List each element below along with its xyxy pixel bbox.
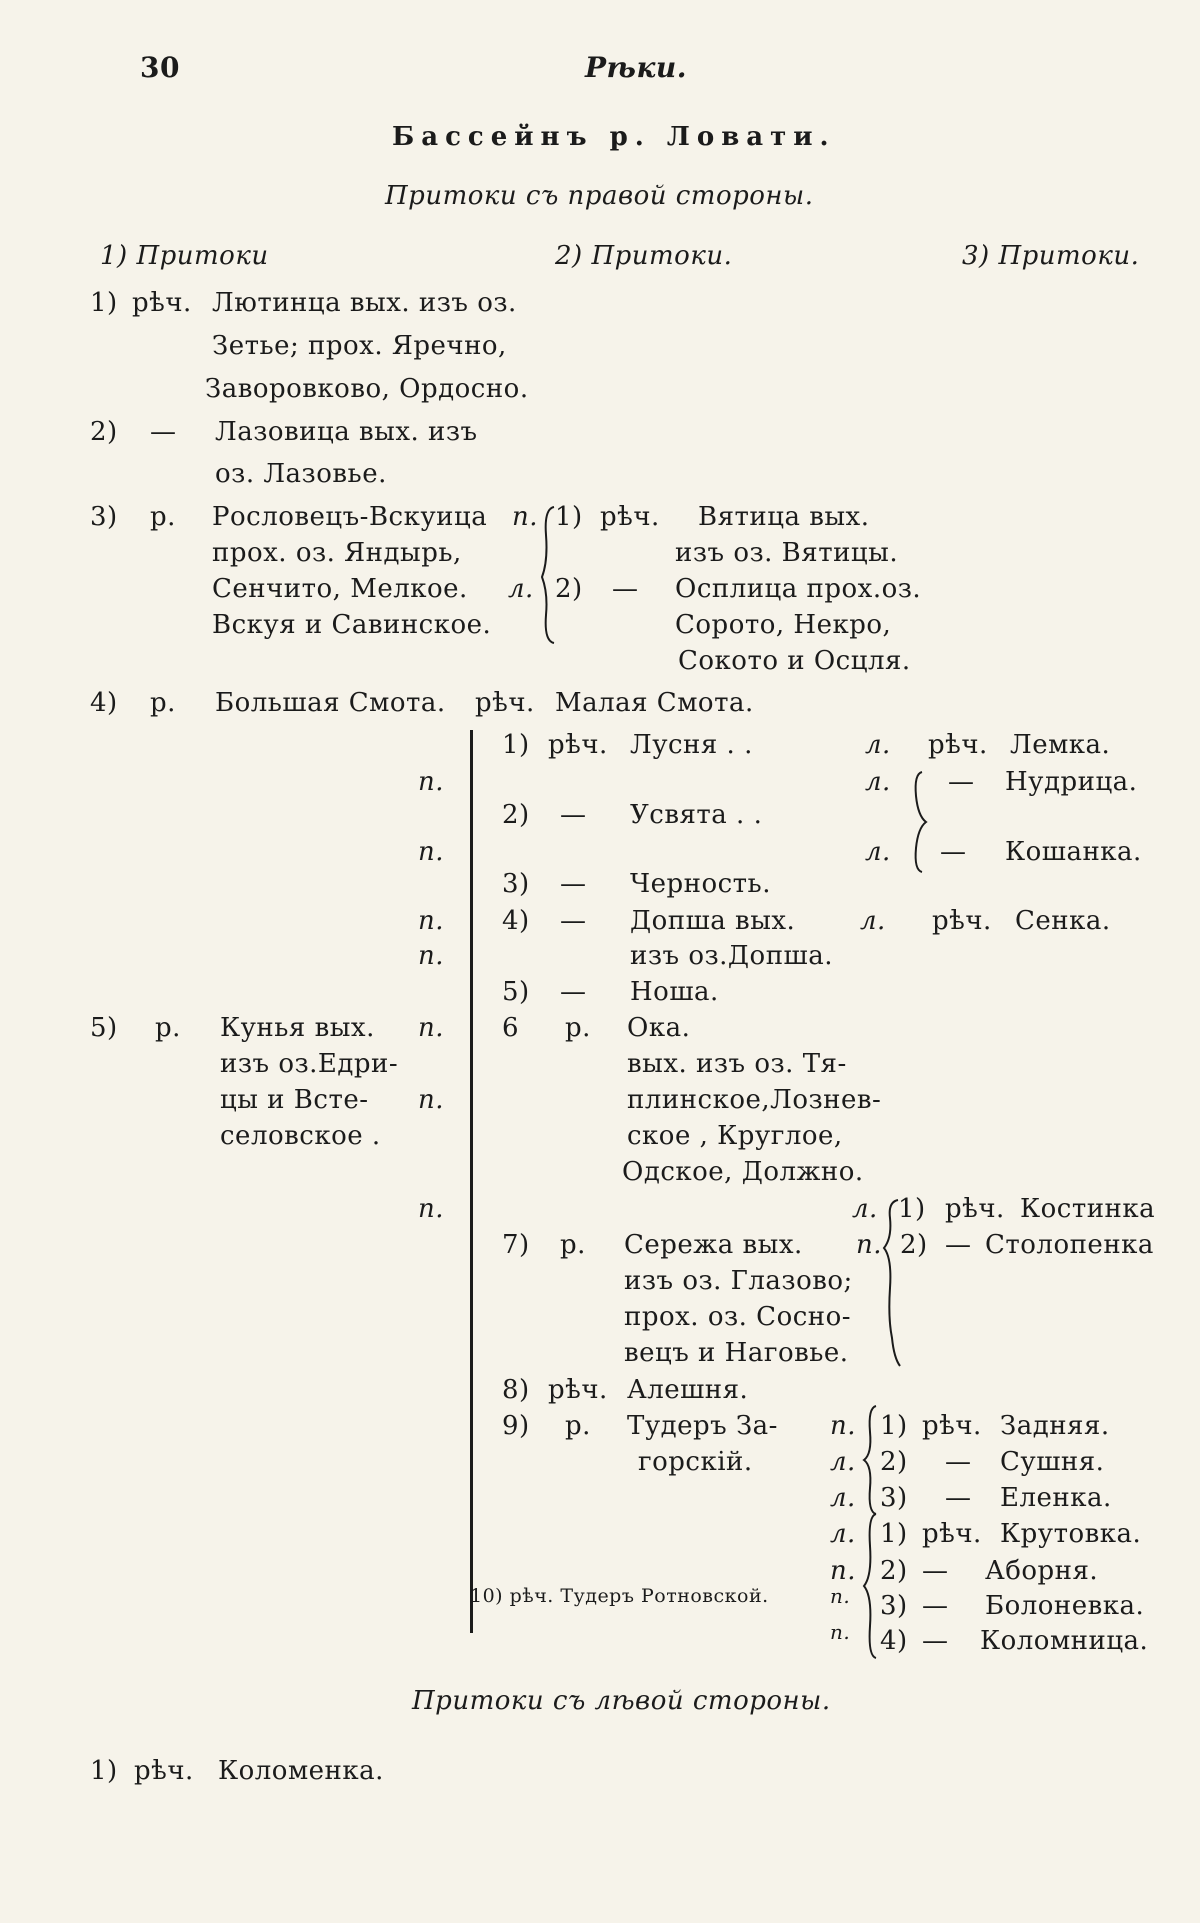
sub-kind: рѣч.: [475, 688, 535, 718]
side-marker: п.: [830, 1556, 857, 1586]
sub-number: 1): [555, 502, 583, 532]
left-side-title: Притоки съ лѣвой стороны.: [412, 1686, 831, 1716]
sub-line: Алешня.: [627, 1375, 749, 1405]
page-number: 30: [140, 51, 180, 84]
sub-line: Сережа вых.: [624, 1230, 803, 1260]
sub-line: Вятица вых.: [698, 502, 870, 532]
sub-line: Сокото и Осцля.: [678, 646, 911, 676]
sub-kind: рѣч.: [600, 502, 660, 532]
sub-number: 7): [502, 1230, 530, 1260]
side-marker: п.: [418, 1013, 445, 1043]
tributary-name: Крутовка.: [1000, 1519, 1142, 1549]
tributary-name: Болоневка.: [985, 1591, 1145, 1621]
entry-line: Заворовково, Ордосно.: [205, 374, 529, 404]
sub-line: Лусня . .: [630, 730, 753, 760]
entry-line: прох. оз. Яндырь,: [212, 538, 462, 568]
entry-kind: —: [150, 417, 177, 447]
entry-kind: р.: [150, 502, 176, 532]
entry-number: 5): [90, 1013, 118, 1043]
side-marker: л.: [830, 1519, 856, 1549]
tributary-dash: —: [948, 767, 975, 797]
entry-number: 2): [90, 417, 118, 447]
sub-kind: —: [612, 574, 639, 604]
sub-kind: р.: [560, 1230, 586, 1260]
tributary-name: Задняя.: [1000, 1411, 1110, 1441]
sub-line: Усвята . .: [630, 800, 763, 830]
sub-number: 6: [502, 1013, 520, 1043]
section-title: Бассейнъ р. Ловати.: [392, 122, 836, 152]
brace: [862, 1512, 882, 1660]
sub-line: изъ оз. Вятицы.: [675, 538, 899, 568]
sub-kind: —: [560, 906, 587, 936]
tributary-name: Кошанка.: [1005, 837, 1142, 867]
entry-line: изъ оз.Едри-: [220, 1049, 399, 1079]
tributary-number: 1): [880, 1519, 908, 1549]
sub-line: Малая Смота.: [555, 688, 754, 718]
side-marker: п.: [512, 502, 539, 532]
sub-kind: р.: [565, 1411, 591, 1441]
side-marker: п.: [856, 1230, 883, 1260]
side-marker: п.: [830, 1584, 851, 1608]
sub-line: плинское,Лознев-: [627, 1085, 882, 1115]
entry-line: Лазовица вых. изъ: [215, 417, 478, 447]
tributary-dash: —: [922, 1591, 949, 1621]
sub-line: вых. изъ оз. Тя-: [627, 1049, 847, 1079]
sub-number: 9): [502, 1411, 530, 1441]
entry-kind: рѣч.: [132, 288, 192, 318]
tributary-kind: рѣч.: [922, 1519, 982, 1549]
entry-number: 1): [90, 288, 118, 318]
entry-line: селовское .: [220, 1121, 381, 1151]
side-marker: п.: [418, 767, 445, 797]
tributary-number: 4): [880, 1626, 908, 1656]
tributary-dash: —: [945, 1483, 972, 1513]
column-header-1: 1) Притоки: [100, 241, 269, 271]
tributary-number: 1): [898, 1194, 926, 1224]
side-marker: л.: [508, 574, 534, 604]
entry-line: Зетье; прох. Яречно,: [212, 331, 507, 361]
side-marker: л.: [830, 1483, 856, 1513]
sub-line: Сорото, Некро,: [675, 610, 892, 640]
tributary-name: Сенка.: [1015, 906, 1111, 936]
side-marker: п.: [418, 837, 445, 867]
sub-number: 2): [555, 574, 583, 604]
tributary-kind: рѣч.: [945, 1194, 1005, 1224]
side-marker: п.: [830, 1620, 851, 1644]
running-title: Рѣки.: [585, 51, 688, 84]
right-side-title: Притоки съ правой стороны.: [385, 181, 814, 211]
tributary-kind: рѣч.: [928, 730, 988, 760]
tributary-name: Костинка: [1020, 1194, 1156, 1224]
vertical-rule: [470, 730, 473, 1633]
sub-number: 2): [502, 800, 530, 830]
entry-line: Вскуя и Савинское.: [212, 610, 492, 640]
sub-line: изъ оз. Глазово;: [624, 1266, 853, 1296]
sub-kind: —: [560, 977, 587, 1007]
sub-kind: рѣч.: [548, 730, 608, 760]
brace: [910, 770, 930, 874]
tributary-name: Нудрица.: [1005, 767, 1138, 797]
tributary-name: Сушня.: [1000, 1447, 1105, 1477]
tributary-name: Еленка.: [1000, 1483, 1112, 1513]
sub-line: Осплица прох.оз.: [675, 574, 922, 604]
tributary-number: 1): [880, 1411, 908, 1441]
sub-line: изъ оз.Допша.: [630, 941, 833, 971]
entry-kind: р.: [150, 688, 176, 718]
sub-kind: рѣч.: [548, 1375, 608, 1405]
side-marker: л.: [830, 1447, 856, 1477]
column-header-2: 2) Притоки.: [555, 241, 733, 271]
sub-line: вецъ и Наговье.: [624, 1338, 849, 1368]
column-header-3: 3) Притоки.: [962, 241, 1140, 271]
side-marker: п.: [830, 1411, 857, 1441]
tributary-kind: рѣч.: [932, 906, 992, 936]
sub-line: Ока.: [627, 1013, 691, 1043]
tributary-name: Столопенка: [985, 1230, 1154, 1260]
tributary-kind: рѣч.: [922, 1411, 982, 1441]
entry-line: Рословецъ-Вскуица: [212, 502, 488, 532]
sub-line: Допша вых.: [630, 906, 796, 936]
sub-number: 8): [502, 1375, 530, 1405]
entry-line: Большая Смота.: [215, 688, 446, 718]
tributary-name: Лемка.: [1010, 730, 1111, 760]
sub-kind: —: [560, 800, 587, 830]
tributary-number: 3): [880, 1483, 908, 1513]
sub-line: горскій.: [638, 1447, 753, 1477]
sub-number: 3): [502, 869, 530, 899]
sub-line: прох. оз. Сосно-: [624, 1302, 852, 1332]
tributary-name: Аборня.: [985, 1556, 1099, 1586]
side-marker: л.: [860, 906, 886, 936]
entry-number: 4): [90, 688, 118, 718]
tributary-dash: —: [922, 1626, 949, 1656]
tributary-number: 2): [880, 1447, 908, 1477]
entry-line: Лютинца вых. изъ оз.: [212, 288, 517, 318]
side-marker: п.: [418, 1194, 445, 1224]
side-marker: л.: [865, 730, 891, 760]
brace: [862, 1404, 882, 1516]
sub-kind: —: [560, 869, 587, 899]
entry-line: Сенчито, Мелкое.: [212, 574, 468, 604]
sub-number: 5): [502, 977, 530, 1007]
entry-kind: р.: [155, 1013, 181, 1043]
tributary-dash: —: [945, 1230, 972, 1260]
tributary-name: Коломница.: [980, 1626, 1149, 1656]
tributary-dash: —: [940, 837, 967, 867]
side-marker: п.: [418, 941, 445, 971]
sub-line: Черность.: [630, 869, 771, 899]
entry-line: Кунья вых.: [220, 1013, 375, 1043]
side-marker: п.: [418, 1085, 445, 1115]
sub-line: 10) рѣч. Тудеръ Ротновской.: [470, 1585, 769, 1607]
sub-line: Одское, Должно.: [622, 1157, 864, 1187]
tributary-number: 2): [880, 1556, 908, 1586]
sub-line: Тудеръ За-: [627, 1411, 778, 1441]
sub-number: 4): [502, 906, 530, 936]
sub-number: 1): [502, 730, 530, 760]
side-marker: л.: [865, 767, 891, 797]
sub-line: ское , Круглое,: [627, 1121, 843, 1151]
side-marker: п.: [418, 906, 445, 936]
tributary-number: 2): [900, 1230, 928, 1260]
tributary-dash: —: [945, 1447, 972, 1477]
sub-line: Ноша.: [630, 977, 719, 1007]
brace: [882, 1198, 904, 1368]
entry-line: цы и Всте-: [220, 1085, 369, 1115]
tributary-dash: —: [922, 1556, 949, 1586]
entry-line: оз. Лазовье.: [215, 459, 387, 489]
entry-kind: рѣч.: [134, 1756, 194, 1786]
side-marker: л.: [852, 1194, 878, 1224]
entry-line: Коломенка.: [218, 1756, 384, 1786]
tributary-number: 3): [880, 1591, 908, 1621]
entry-number: 3): [90, 502, 118, 532]
sub-kind: р.: [565, 1013, 591, 1043]
side-marker: л.: [865, 837, 891, 867]
entry-number: 1): [90, 1756, 118, 1786]
